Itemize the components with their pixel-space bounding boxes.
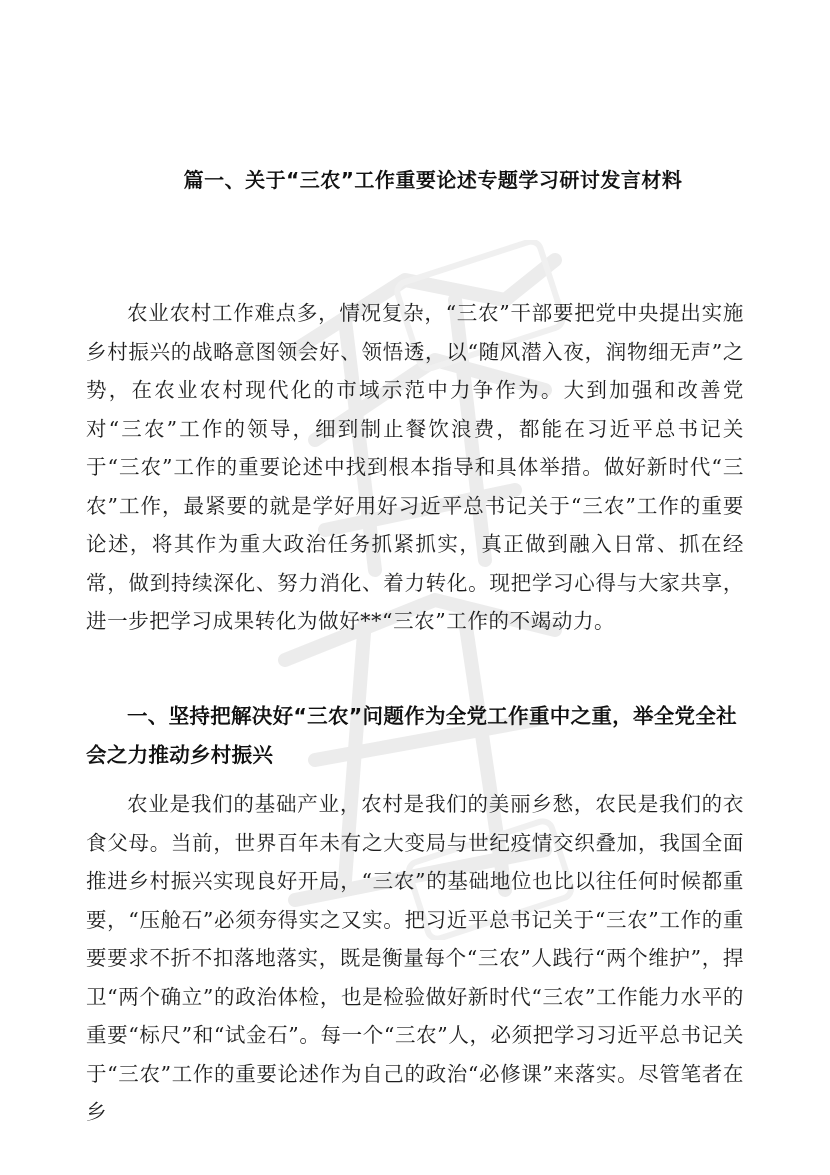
section-paragraph: 农业是我们的基础产业，农村是我们的美丽乡愁，农民是我们的衣食父母。当前，世界百年未有之大变局与世纪疫情交织叠加，我国全面推进乡村振兴实现良好开局，“三农”的基础地位也比以往任何时候都重要，“压舱石”必须夯得实之又实。把习近平总书记关于“三农”工作的重要要求不折不扣落地落实，既是衡量每个“三农”人践行“两个维护”，捍卫“两个确立”的政治体检，也是检验做好新时代“三农”工作能力水平的重要“标尺”和“试金石”。每一个“三农”人，必须把学习习近平总书记关于“三农”工作的重要论述作为自己的政治“必修课”来落实。尽管笔者在乡 xyxy=(86,792,744,1124)
intro-paragraph: 农业农村工作难点多，情况复杂，“三农”干部要把党中央提出实施乡村振兴的战略意图领会好、领悟透，以“随风潜入夜，润物细无声”之势，在农业农村现代化的市域示范中力争作为。大到加强和改善党对“三农”工作的领导，细到制止餐饮浪费，都能在习近平总书记关于“三农”工作的重要论述中找到根本指导和具体举措。做好新时代“三农”工作，最紧要的就是学好用好习近平总书记关于“三农”工作的重要论述，将其作为重大政治任务抓紧抓实，真正做到融入日常、抓在经常，做到持续深化、努力消化、着力转化。现把学习心得与大家共享，进一步把学习成果转化为做好**“三农”工作的不竭动力。 xyxy=(86,301,744,633)
document-title: 篇一、关于“三农”工作重要论述专题学习研讨发言材料 xyxy=(183,168,683,192)
section-heading: 一、坚持把解决好“三农”问题作为全党工作重中之重，举全党全社会之力推动乡村振兴 xyxy=(86,704,737,767)
